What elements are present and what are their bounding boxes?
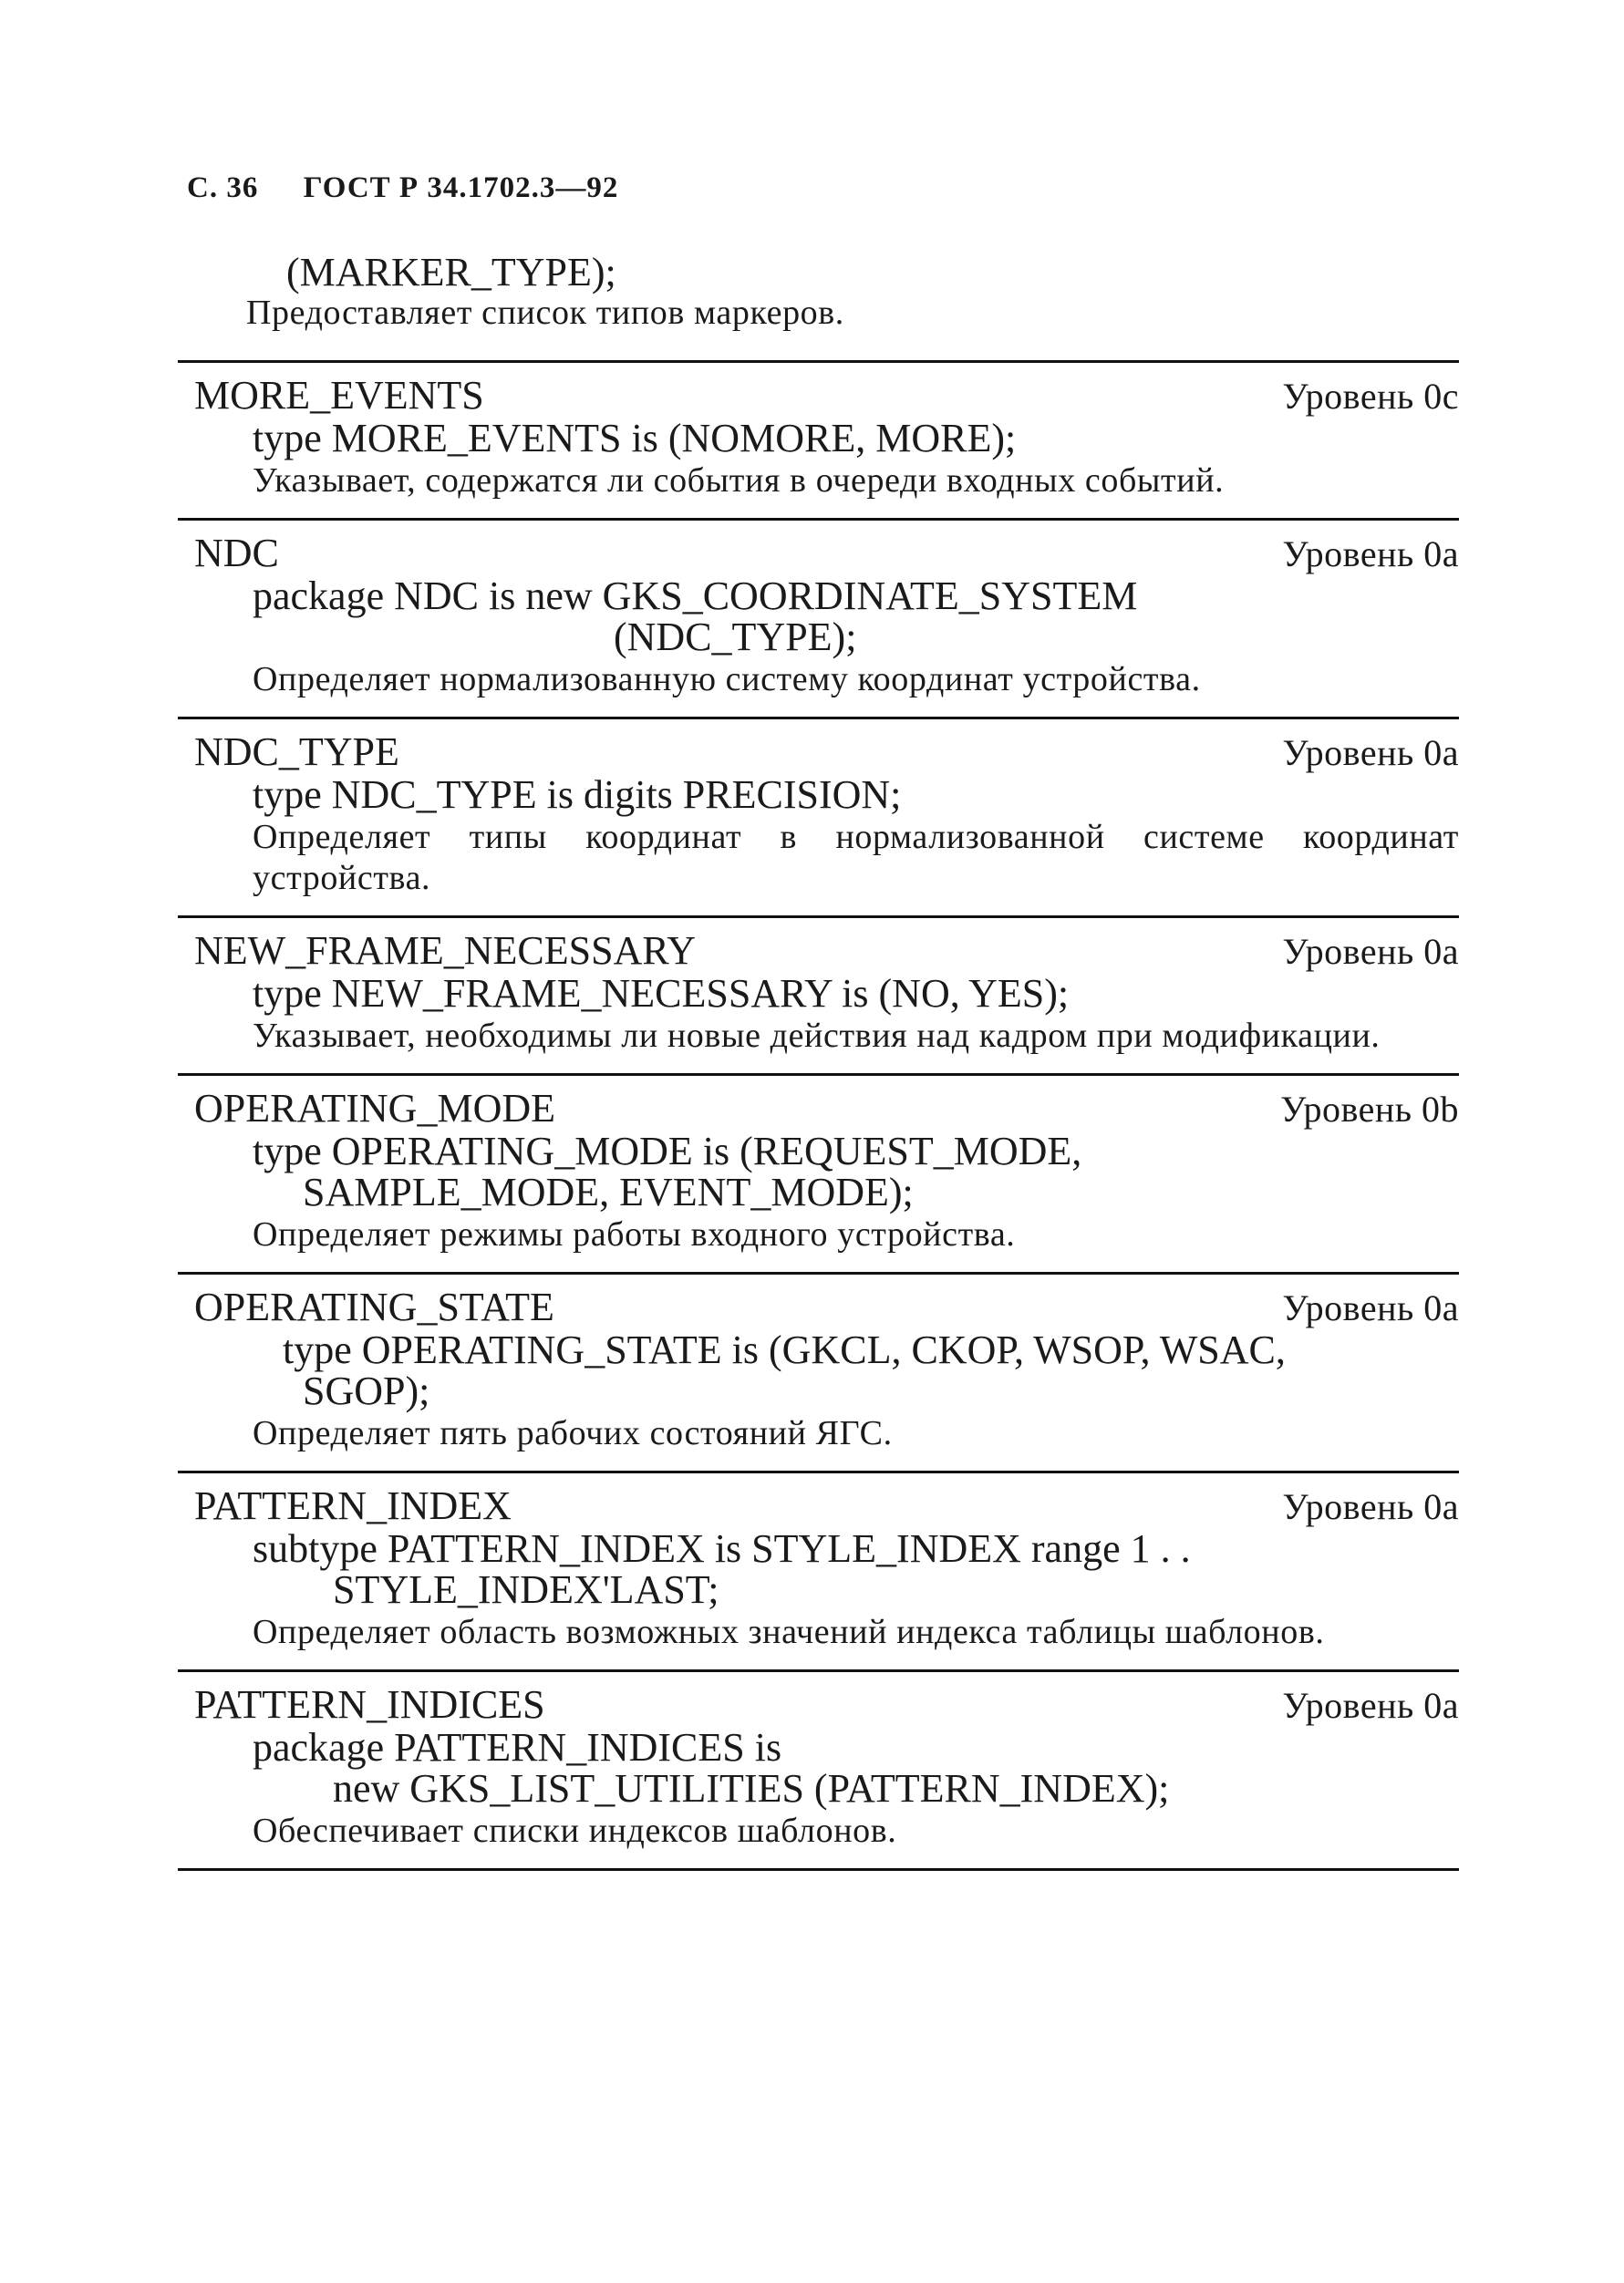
entry-level: Уровень 0a bbox=[1282, 533, 1459, 574]
entry-ndc-type bbox=[178, 719, 1459, 915]
definition-list bbox=[178, 360, 1459, 1871]
entry-name: NDC bbox=[194, 531, 279, 575]
entry-description: Определяет пять рабочих состояний ЯГС. bbox=[253, 1414, 893, 1452]
entry-name: PATTERN_INDEX bbox=[194, 1483, 512, 1528]
entry-level: Уровень 0b bbox=[1280, 1089, 1459, 1130]
intro-continuation bbox=[246, 252, 1459, 334]
page-number: С. 36 bbox=[187, 171, 259, 204]
entry-level: Уровень 0a bbox=[1282, 1685, 1459, 1726]
entry-description: Определяет нормализованную систему координат устройства. bbox=[253, 660, 1201, 698]
page-header bbox=[187, 171, 618, 205]
entry-ndc bbox=[178, 521, 1459, 717]
standard-designation: ГОСТ Р 34.1702.3—92 bbox=[303, 171, 619, 204]
entry-code: type OPERATING_STATE is (GKCL, CKOP, WSOP, WSAC, SGOP); bbox=[283, 1327, 1286, 1413]
entry-more-events bbox=[178, 363, 1459, 518]
entry-name: OPERATING_STATE bbox=[194, 1285, 554, 1329]
entry-description: Определяет типы координат в нормализованной системе координат устройства. bbox=[253, 818, 1459, 897]
entry-description: Определяет область возможных значений индекса таблицы шаблонов. bbox=[253, 1613, 1325, 1651]
entry-level: Уровень 0a bbox=[1282, 1287, 1459, 1328]
entry-code: subtype PATTERN_INDEX is STYLE_INDEX range 1 . . STYLE_INDEX'LAST; bbox=[253, 1526, 1191, 1612]
entry-new-frame-necessary bbox=[178, 918, 1459, 1073]
entry-code: type NEW_FRAME_NECESSARY is (NO, YES); bbox=[253, 971, 1070, 1016]
entry-description: Указывает, необходимы ли новые действия над кадром при модификации. bbox=[253, 1017, 1381, 1055]
entry-code: type MORE_EVENTS is (NOMORE, MORE); bbox=[253, 416, 1017, 460]
entry-operating-mode bbox=[178, 1076, 1459, 1272]
entry-level: Уровень 0c bbox=[1282, 376, 1459, 417]
intro-description: Предоставляет список типов маркеров. bbox=[246, 294, 844, 332]
entry-name: MORE_EVENTS bbox=[194, 373, 484, 418]
entry-name: OPERATING_MODE bbox=[194, 1086, 555, 1131]
entry-level: Уровень 0a bbox=[1282, 1486, 1459, 1527]
entry-description: Определяет режимы работы входного устройства. bbox=[253, 1215, 1016, 1254]
entry-code: type OPERATING_MODE is (REQUEST_MODE, SAMPLE_MODE, EVENT_MODE); bbox=[253, 1129, 1082, 1214]
entry-code: type NDC_TYPE is digits PRECISION; bbox=[253, 772, 902, 817]
intro-code: (MARKER_TYPE); bbox=[246, 250, 616, 294]
entry-name: PATTERN_INDICES bbox=[194, 1682, 545, 1727]
entry-pattern-index bbox=[178, 1473, 1459, 1669]
divider bbox=[178, 1868, 1459, 1871]
entry-operating-state bbox=[178, 1275, 1459, 1471]
entry-pattern-indices bbox=[178, 1672, 1459, 1868]
entry-level: Уровень 0a bbox=[1282, 931, 1459, 972]
entry-name: NEW_FRAME_NECESSARY bbox=[194, 928, 697, 973]
entry-code: package NDC is new GKS_COORDINATE_SYSTEM (NDC_TYPE); bbox=[253, 573, 1138, 659]
entry-description: Указывает, содержатся ли события в очереди входных событий. bbox=[253, 461, 1225, 500]
entry-code: package PATTERN_INDICES is new GKS_LIST_UTILITIES (PATTERN_INDEX); bbox=[253, 1725, 1170, 1811]
entry-description: Обеспечивает списки индексов шаблонов. bbox=[253, 1812, 897, 1850]
entry-level: Уровень 0a bbox=[1282, 732, 1459, 773]
entry-name: NDC_TYPE bbox=[194, 729, 399, 774]
